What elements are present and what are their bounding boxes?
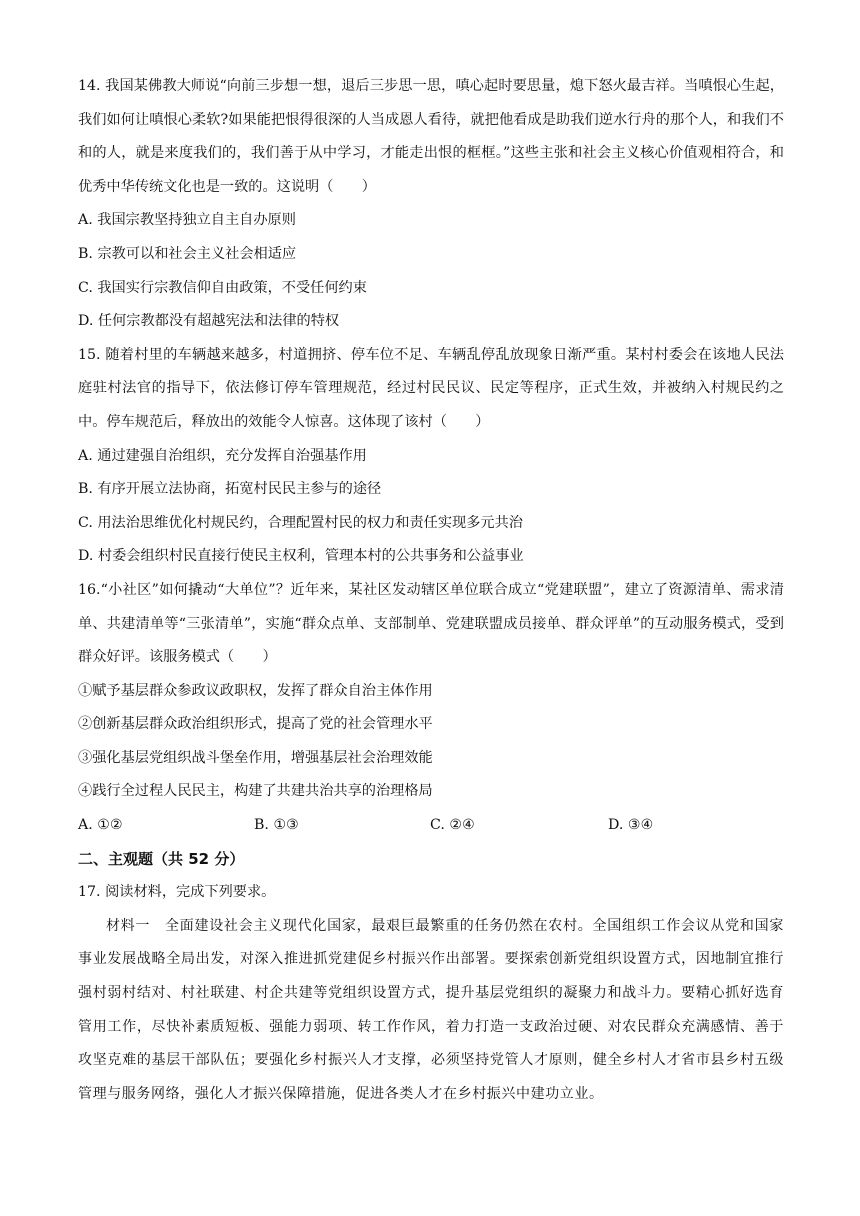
question-17-stem: 17. 阅读材料，完成下列要求。 <box>78 884 276 901</box>
question-16-item-3: ③强化基层党组织战斗堡垒作用，增强基层社会治理效能 <box>78 749 433 766</box>
question-14-option-d: D. 任何宗教都没有超越宪法和法律的特权 <box>78 313 340 330</box>
question-16-choice-d: D. ③④ <box>608 817 654 834</box>
question-16-stem: 16.“小社区”如何撬动“大单位”？近年来，某社区发动辖区单位联合成立“党建联盟”，建立了资源清单、需求清单、共建清单等“三张清单”，实施“群众点单、支部制单、党建联盟成员接单、群众评单”的互动服务模式，受到群众好评。该服务模式（ ） <box>78 581 784 666</box>
question-15-option-c: C. 用法治思维优化村规民约，合理配置村民的权力和责任实现多元共治 <box>78 514 523 531</box>
question-14-option-a: A. 我国宗教坚持独立自主自办原则 <box>78 212 296 229</box>
question-15-option-d: D. 村委会组织村民直接行使民主权利，管理本村的公共事务和公益事业 <box>78 548 524 565</box>
question-15-option-b: B. 有序开展立法协商，拓宽村民民主参与的途径 <box>78 481 382 498</box>
question-16-choices <box>78 809 784 843</box>
question-16-item-2: ②创新基层群众政治组织形式，提高了党的社会管理水平 <box>78 716 433 733</box>
question-16-choice-c: C. ②④ <box>430 817 475 834</box>
question-17-material-1: 材料一 全面建设社会主义现代化国家，最艰巨最繁重的任务仍然在农村。全国组织工作会议从党和国家事业发展战略全局出发，对深入推进抓党建促乡村振兴作出部署。要探索创新党组织设置方式，因地制宜推行强村弱村结对、村社联建、村企共建等党组织设置方式，提升基层党组织的凝聚力和战斗力。要精心抓好选育管用工作，尽快补素质短板、强能力弱项、转工作作风，着力打造一支政治过硬、对农民群众充满感情、善于攻坚克难的基层干部队伍；要强化乡村振兴人才支撑，必须坚持党管人才原则，健全乡村人才省市县乡村五级管理与服务网络，强化人才振兴保障措施，促进各类人才在乡村振兴中建功立业。 <box>78 917 784 1102</box>
question-16-choice-a: A. ①② <box>78 817 123 834</box>
question-16-choice-b: B. ①③ <box>254 817 299 834</box>
question-14-stem: 14. 我国某佛教大师说“向前三步想一想，退后三步思一思，嗔心起时要思量，熄下怒火最吉祥。当嗔恨心生起，我们如何让嗔恨心柔软?如果能把恨得很深的人当成恩人看待，就把他看成是助我们逆水行舟的那个人，和我们不和的人，就是来度我们的，我们善于从中学习，才能走出恨的框框。”这些主张和社会主义核心价值观相符合，和优秀中华传统文化也是一致的。这说明（ ） <box>78 78 784 195</box>
question-14-option-b: B. 宗教可以和社会主义社会相适应 <box>78 245 297 262</box>
question-15-stem: 15. 随着村里的车辆越来越多，村道拥挤、停车位不足、车辆乱停乱放现象日渐严重。某村村委会在该地人民法庭驻村法官的指导下，依法修订停车管理规范，经过村民民议、民定等程序，正式生效，并被纳入村规民约之中。停车规范后，释放出的效能令人惊喜。这体现了该村（ ） <box>78 346 784 430</box>
question-16-item-4: ④践行全过程人民民主，构建了共建共治共享的治理格局 <box>78 783 433 800</box>
section-heading: 二、主观题（共 52 分） <box>78 849 245 868</box>
question-15-option-a: A. 通过建强自治组织，充分发挥自治强基作用 <box>78 447 367 464</box>
question-16-item-1: ①赋予基层群众参政议政职权，发挥了群众自治主体作用 <box>78 682 433 699</box>
exam-page <box>78 70 784 1111</box>
question-14-option-c: C. 我国实行宗教信仰自由政策，不受任何约束 <box>78 279 367 296</box>
